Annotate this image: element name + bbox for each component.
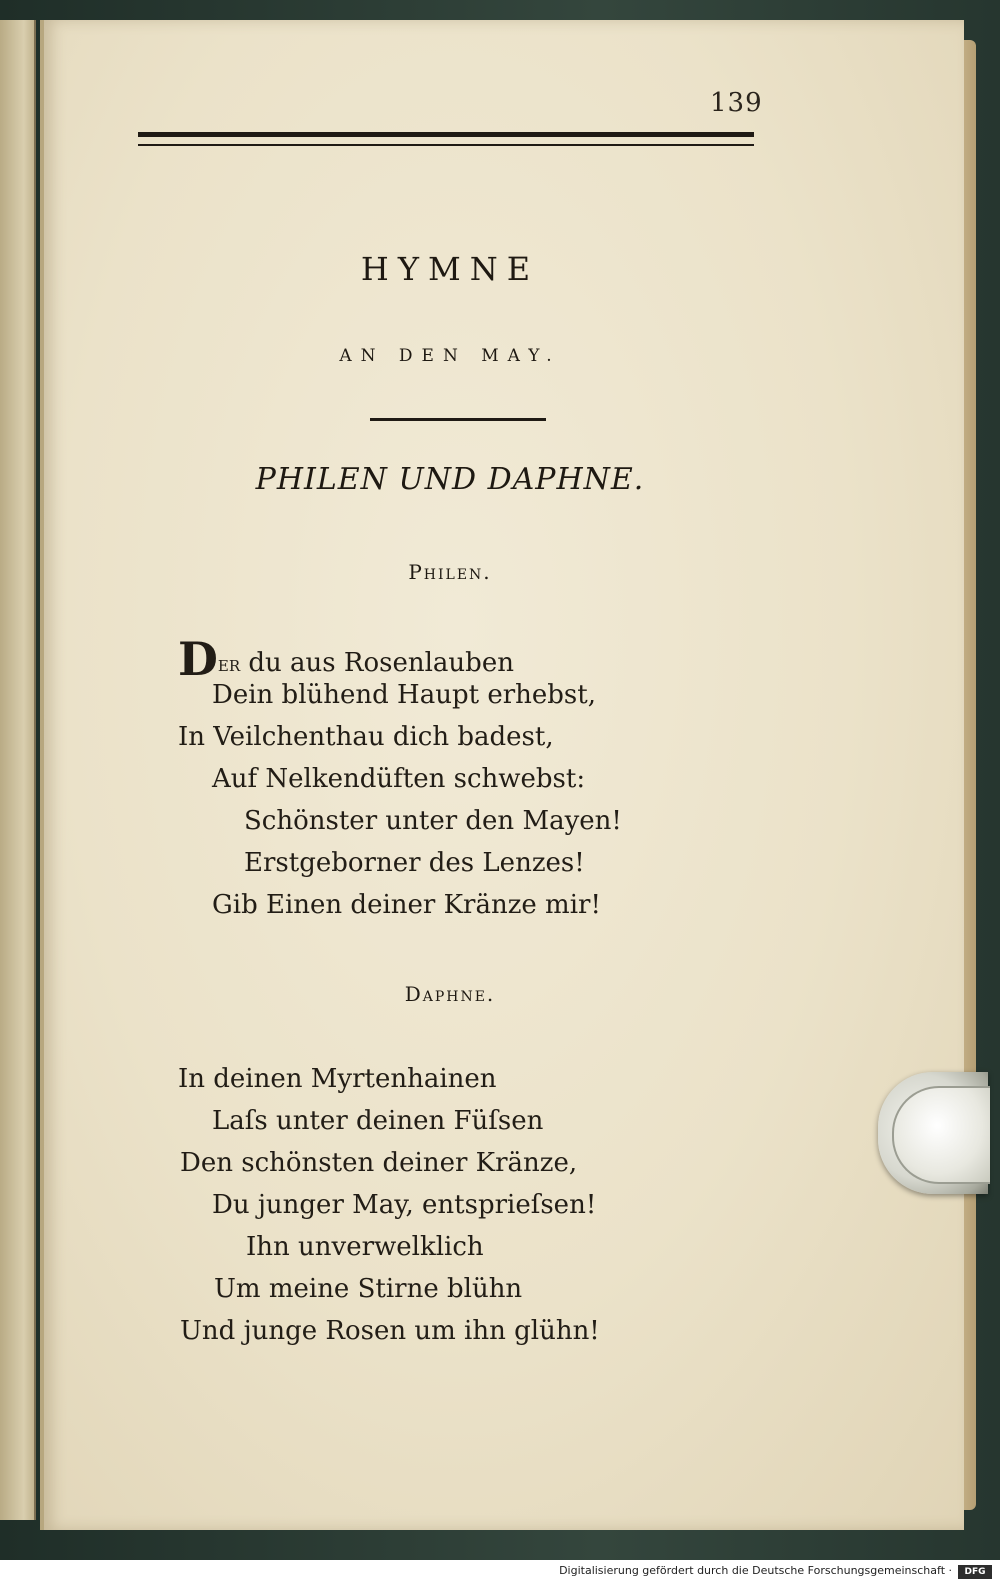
verse-line-8: In deinen Myrtenhainen xyxy=(178,1064,497,1094)
page-clip xyxy=(878,1072,988,1194)
verse-line-4: Auf Nelkendüften schwebst: xyxy=(212,764,586,794)
speaker-daphne: Daphne. xyxy=(404,982,496,1006)
header-rule-thick xyxy=(138,132,754,137)
verse-line-7: Gib Einen deiner Kränze mir! xyxy=(212,890,601,920)
verse-line-11: Du junger May, entsprieſsen! xyxy=(212,1190,597,1220)
speaker-philen: Philen. xyxy=(408,560,492,584)
facing-page-edge xyxy=(0,20,36,1520)
verse-line-9: Laſs unter deinen Füſsen xyxy=(212,1106,544,1136)
hymn-title: HYMNE xyxy=(360,250,540,288)
section-divider xyxy=(370,418,546,421)
verse-line-13: Um meine Stirne blühn xyxy=(214,1274,523,1304)
poem-title: PHILEN UND DAPHNE. xyxy=(255,462,645,497)
verse-line-10: Den schönsten deiner Kränze, xyxy=(180,1148,578,1178)
header-rule-thin xyxy=(138,144,754,146)
drop-cap: D xyxy=(178,632,218,686)
verse-line-3: In Veilchenthau dich badest, xyxy=(178,722,554,752)
hymn-subtitle: AN DEN MAY. xyxy=(339,346,561,366)
verse-line-12: Ihn unverwelklich xyxy=(246,1232,484,1262)
verse-line-5: Schönster unter den Mayen! xyxy=(244,806,622,836)
first-word-rest: er xyxy=(217,652,241,677)
hymn-title-wrap xyxy=(200,250,700,288)
dfg-logo: DFG xyxy=(958,1565,992,1579)
verse-line-1 xyxy=(178,632,514,686)
verse-line-6: Erstgeborner des Lenzes! xyxy=(244,848,585,878)
page-clip-inner xyxy=(892,1086,990,1184)
verse-line-2: Dein blühend Haupt erhebst, xyxy=(212,680,596,710)
footer-credit: Digitalisierung gefördert durch die Deutsche Forschungsgemeinschaft · xyxy=(559,1564,952,1577)
verse-line-1-text: du aus Rosenlauben xyxy=(240,648,514,678)
page-number: 139 xyxy=(710,88,763,118)
verse-line-14: Und junge Rosen um ihn glühn! xyxy=(180,1316,600,1346)
